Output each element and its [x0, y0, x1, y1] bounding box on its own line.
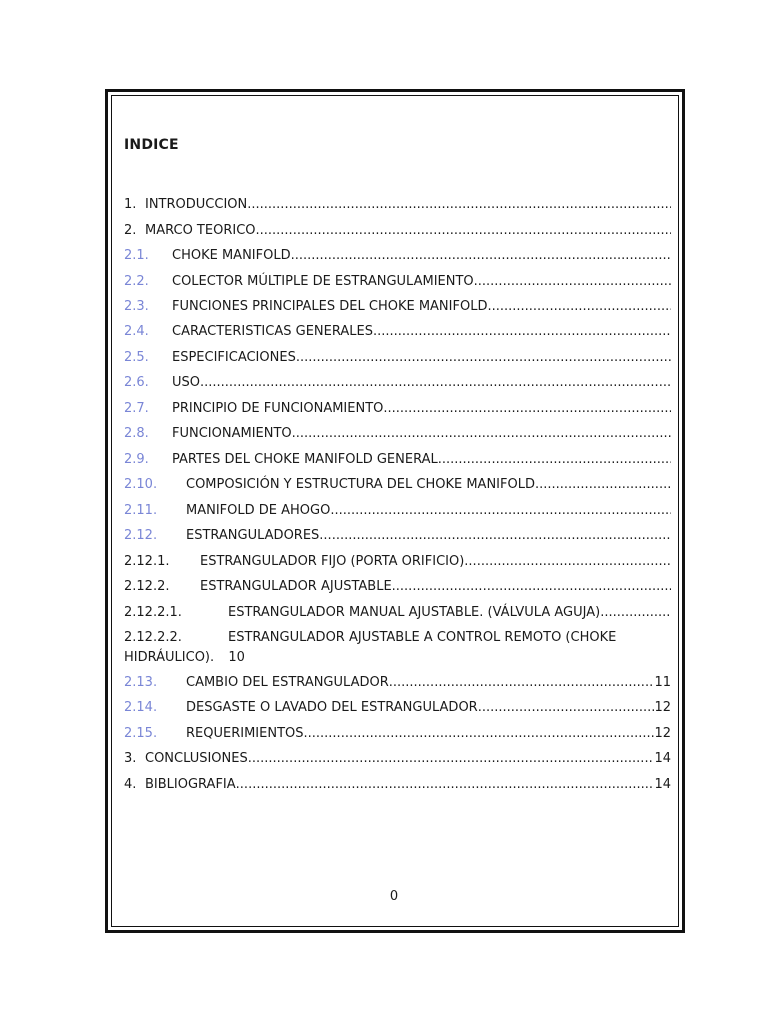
- toc-entry-title: USO: [172, 375, 200, 390]
- toc-leader: [296, 348, 671, 368]
- toc-entry-number: 2.3.: [124, 299, 149, 314]
- toc-entry-page: 14: [654, 751, 671, 766]
- toc-entry[interactable]: [124, 450, 671, 470]
- toc-entry-title: REQUERIMIENTOS: [186, 726, 304, 741]
- toc-heading: INDICE: [124, 137, 179, 153]
- toc-leader: [389, 673, 655, 693]
- toc-entry-number: 2.9.: [124, 452, 149, 467]
- toc-entry-number: 2.10.: [124, 477, 158, 492]
- toc-leader: [478, 698, 655, 718]
- toc-leader: [247, 195, 671, 215]
- toc-leader: [464, 552, 671, 572]
- toc-entry-title: ESTRANGULADOR AJUSTABLE A CONTROL REMOTO (CHOKE: [228, 630, 617, 645]
- toc-entry-number: 2.12.: [124, 528, 158, 543]
- toc-entry-title: PRINCIPIO DE FUNCIONAMIENTO: [172, 401, 384, 416]
- toc-entry-title: COMPOSICIÓN Y ESTRUCTURA DEL CHOKE MANIFOLD: [186, 477, 535, 492]
- toc-entry-number: 2.4.: [124, 324, 149, 339]
- toc-entry-title: ESTRANGULADOR FIJO (PORTA ORIFICIO): [200, 554, 465, 569]
- toc-entry-page: 12: [654, 700, 671, 715]
- toc-entry[interactable]: [124, 501, 671, 521]
- toc-entry-page: 12: [654, 726, 671, 741]
- toc-entry[interactable]: [124, 628, 671, 668]
- toc-leader: [200, 373, 671, 393]
- toc-leader: [292, 424, 671, 444]
- toc-entry-title: MARCO TEORICO: [145, 223, 256, 238]
- toc-entry-number: 2.1.: [124, 248, 149, 263]
- toc-entry[interactable]: [124, 272, 671, 292]
- toc-leader: [319, 526, 671, 546]
- toc-entry-title: COLECTOR MÚLTIPLE DE ESTRANGULAMIENTO: [172, 274, 474, 289]
- toc-entry-number: 2.11.: [124, 503, 158, 518]
- toc-entry[interactable]: [124, 526, 671, 546]
- toc-entry-number: 2.13.: [124, 675, 158, 690]
- toc-entry-number: 2.12.2.1.: [124, 605, 182, 620]
- toc-entry-title: MANIFOLD DE AHOGO: [186, 503, 331, 518]
- toc-entry-title: CONCLUSIONES: [145, 751, 248, 766]
- toc-entry-title: FUNCIONAMIENTO: [172, 426, 292, 441]
- toc-leader: [535, 475, 671, 495]
- toc-entry-number: 2.8.: [124, 426, 149, 441]
- toc-entry-title: ESTRANGULADORES: [186, 528, 320, 543]
- toc-entry-title: BIBLIOGRAFIA: [145, 777, 236, 792]
- toc-entry[interactable]: [124, 373, 671, 393]
- toc-leader: [373, 322, 671, 342]
- toc-leader: [256, 221, 672, 241]
- toc-leader: [474, 272, 671, 292]
- toc-leader: [383, 399, 671, 419]
- toc-entry-number: 2.15.: [124, 726, 158, 741]
- toc-entry[interactable]: [124, 577, 671, 597]
- toc-entry-title: FUNCIONES PRINCIPALES DEL CHOKE MANIFOLD: [172, 299, 488, 314]
- toc-leader: [392, 577, 671, 597]
- toc-leader: [248, 749, 655, 769]
- toc-entry[interactable]: [124, 195, 671, 215]
- toc-entry[interactable]: [124, 775, 671, 795]
- toc-entry-number: 2.12.2.: [124, 579, 170, 594]
- toc-leader: [330, 501, 671, 521]
- toc-entry[interactable]: [124, 424, 671, 444]
- toc-entry-number: 2.6.: [124, 375, 149, 390]
- toc-entry-number: 2.5.: [124, 350, 149, 365]
- toc-entry[interactable]: [124, 603, 671, 623]
- toc-entry[interactable]: [124, 673, 671, 693]
- toc-entry-title-continued: HIDRÁULICO).: [124, 650, 215, 665]
- toc-entry-number: 2.14.: [124, 700, 158, 715]
- toc-entry[interactable]: [124, 322, 671, 342]
- toc-leader: [304, 724, 655, 744]
- toc-entry-number: 1.: [124, 197, 137, 212]
- toc-leader: [291, 246, 671, 266]
- toc-entry-title: INTRODUCCION: [145, 197, 248, 212]
- toc-leader: [487, 297, 671, 317]
- toc-leader: [236, 775, 655, 795]
- toc-entry[interactable]: [124, 221, 671, 241]
- toc-entry[interactable]: [124, 399, 671, 419]
- toc-entry-number: 4.: [124, 777, 137, 792]
- toc-entry[interactable]: [124, 475, 671, 495]
- toc-entry-page: 10: [228, 650, 245, 665]
- toc-entry-title: ESTRANGULADOR MANUAL AJUSTABLE. (VÁLVULA AGUJA): [228, 605, 601, 620]
- toc-entry-number: 2.12.1.: [124, 554, 170, 569]
- toc-entry-title: ESPECIFICACIONES: [172, 350, 296, 365]
- toc-entry[interactable]: [124, 246, 671, 266]
- toc-entry[interactable]: [124, 749, 671, 769]
- toc-entry-title: ESTRANGULADOR AJUSTABLE: [200, 579, 392, 594]
- toc-entry-title: PARTES DEL CHOKE MANIFOLD GENERAL: [172, 452, 438, 467]
- toc-entry-number: 2.2.: [124, 274, 149, 289]
- toc-entry[interactable]: [124, 348, 671, 368]
- toc-entry-number: 2.: [124, 223, 137, 238]
- toc-entry-number: 2.12.2.2.: [124, 630, 182, 645]
- toc-entry-number: 3.: [124, 751, 137, 766]
- toc-entry-page: 11: [654, 675, 671, 690]
- toc-entry-title: DESGASTE O LAVADO DEL ESTRANGULADOR: [186, 700, 478, 715]
- toc-entry-title: CHOKE MANIFOLD: [172, 248, 291, 263]
- toc-entry-number: 2.7.: [124, 401, 149, 416]
- toc-entry-page: 14: [654, 777, 671, 792]
- toc-entry[interactable]: [124, 698, 671, 718]
- toc-entry[interactable]: [124, 552, 671, 572]
- toc-entry[interactable]: [124, 724, 671, 744]
- toc-leader: [600, 603, 671, 623]
- toc-entry[interactable]: [124, 297, 671, 317]
- toc-entry-title: CAMBIO DEL ESTRANGULADOR: [186, 675, 389, 690]
- toc-entry-title: CARACTERISTICAS GENERALES: [172, 324, 373, 339]
- page-number: 0: [389, 889, 399, 904]
- toc-leader: [438, 450, 671, 470]
